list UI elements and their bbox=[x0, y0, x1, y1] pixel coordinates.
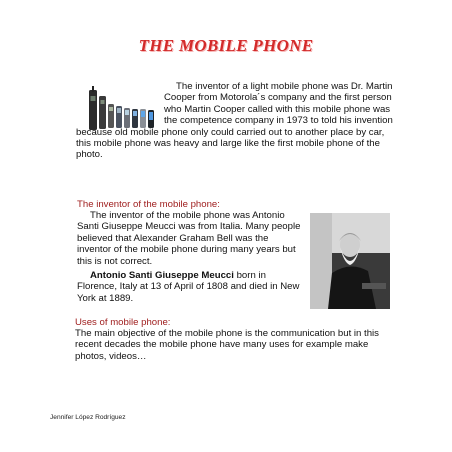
intro-paragraph: The inventor of a light mobile phone was Dr. Martin Cooper from Motorola´s company and the first person who Martin Cooper called with this mobile phone was the competence company in 1973 to told his invention because old mobile phone only could carried out to another place by car, this mobile phone was heavy and large like the first mobile phone of the photo. bbox=[76, 81, 393, 161]
inventor-heading: The inventor of the mobile phone: bbox=[77, 199, 220, 210]
meucci-bio-text: born in Florence, Italy at 13 of April of 1808 and died in New York at 1889. bbox=[77, 270, 300, 304]
uses-paragraph: The main objective of the mobile phone is the communication but in this recent decades the mobile phone have many uses for example make photos, videos… bbox=[75, 328, 379, 362]
uses-heading: Uses of mobile phone: bbox=[75, 317, 171, 328]
meucci-bio bbox=[77, 270, 302, 304]
meucci-portrait-image bbox=[310, 213, 390, 309]
meucci-name: Antonio Santi Giuseppe Meucci bbox=[90, 270, 234, 281]
author-footer: Jennifer López Rodríguez bbox=[50, 414, 126, 421]
inventor-paragraph: The inventor of the mobile phone was Antonio Santi Giuseppe Meucci was from Italia. Many people believed that Alexander Graham Bell was the inventor of the mobile phone during many years but this is not correct. bbox=[77, 210, 301, 267]
page-title: THE MOBILE PHONE bbox=[138, 36, 314, 55]
